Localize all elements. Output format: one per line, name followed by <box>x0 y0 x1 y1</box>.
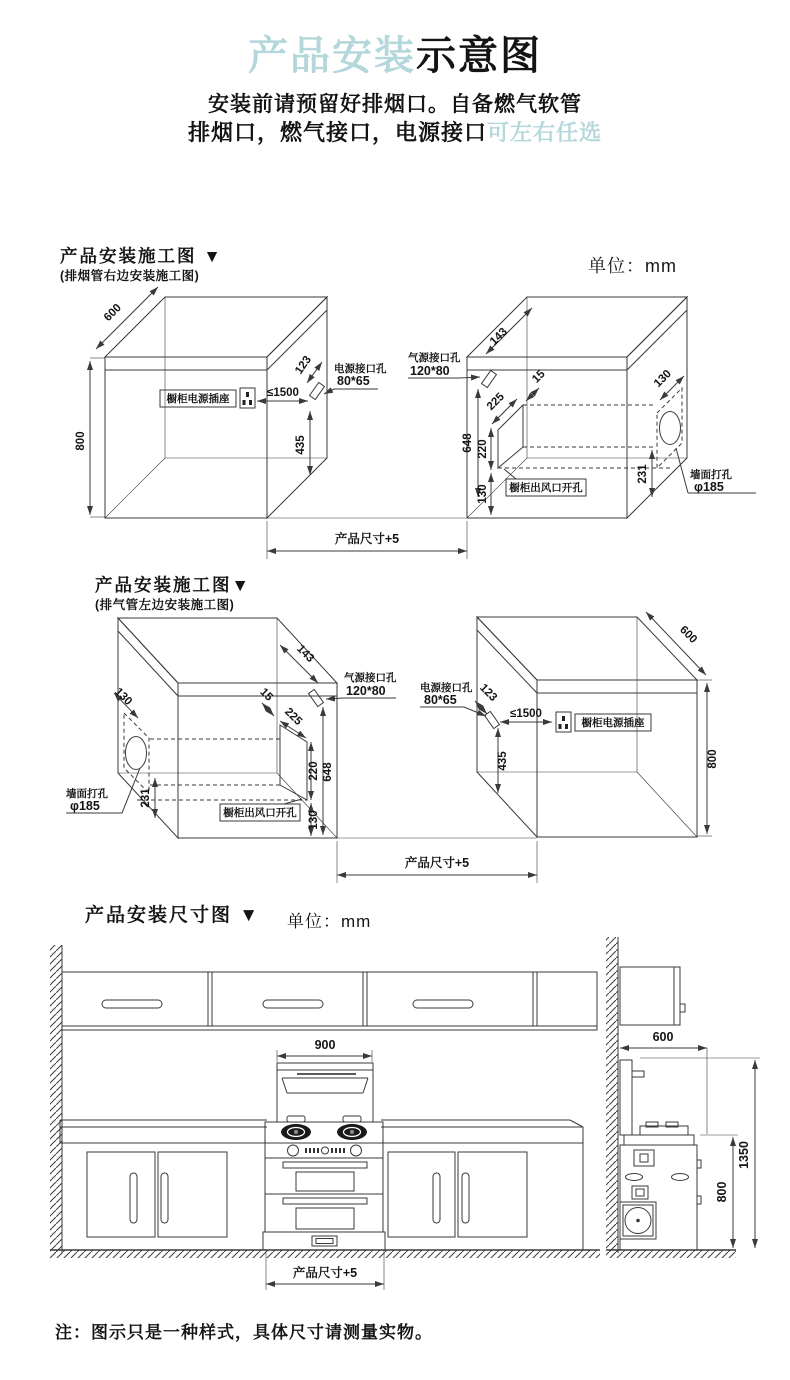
hob-deck <box>265 1116 383 1143</box>
svg-text:648: 648 <box>322 762 334 782</box>
svg-text:231: 231 <box>140 788 152 808</box>
knob <box>288 1145 299 1156</box>
ground-hatch-side <box>606 1250 736 1258</box>
dim-height-800 <box>697 680 719 836</box>
subtitle-line2-blue: 可左右任选 <box>487 120 603 145</box>
upper-cabinets <box>62 972 597 1030</box>
dim-800-text: 800 <box>75 431 87 451</box>
svg-text:φ185: φ185 <box>70 799 100 813</box>
dim-depth-600 <box>646 612 706 675</box>
svg-text:130: 130 <box>112 685 135 708</box>
base-door <box>388 1152 455 1237</box>
dim-900 <box>277 1038 372 1062</box>
vent-opening-label <box>504 469 586 496</box>
page-title <box>0 24 790 81</box>
svg-text:电源接口孔: 电源接口孔 <box>420 682 473 694</box>
control-panel <box>265 1143 383 1158</box>
ground-hatch <box>50 1250 600 1258</box>
door-handle <box>161 1173 168 1223</box>
switch-box <box>632 1186 648 1199</box>
dim-220 <box>477 428 491 470</box>
svg-text:120*80: 120*80 <box>346 684 386 698</box>
dim-231 <box>140 778 155 818</box>
svg-text:120*80: 120*80 <box>410 364 450 378</box>
gas-valve-box <box>634 1150 654 1166</box>
dim-648 <box>322 707 334 835</box>
range-hood <box>277 1063 373 1122</box>
svg-text:≤1500: ≤1500 <box>510 708 542 720</box>
dim-600 <box>620 1030 707 1134</box>
dim-800 <box>700 1135 738 1248</box>
svg-text:220: 220 <box>477 439 489 459</box>
power-hole-label <box>420 681 486 716</box>
dim-231 <box>637 450 652 497</box>
footer-note: 注：图示只是一种样式，具体尺寸请测量实物。 <box>55 1323 433 1342</box>
burner-right <box>337 1124 367 1140</box>
diagram-exhaust-left <box>0 595 790 895</box>
svg-text:15: 15 <box>257 686 275 704</box>
svg-text:产品尺寸+5: 产品尺寸+5 <box>334 532 400 546</box>
knob <box>351 1145 362 1156</box>
dim-648 <box>462 389 478 497</box>
vent-opening-label <box>220 799 302 821</box>
dim-le1500 <box>500 708 552 722</box>
svg-text:648: 648 <box>462 433 474 453</box>
svg-text:80*65: 80*65 <box>424 693 457 707</box>
wall-hole-label <box>66 768 140 813</box>
svg-text:435: 435 <box>497 751 509 771</box>
power-hole-label <box>324 362 387 394</box>
svg-text:220: 220 <box>308 761 320 781</box>
dim-143 <box>280 643 318 683</box>
base-door <box>87 1152 155 1237</box>
wall-hatch-left <box>50 945 62 1253</box>
dim-130-top <box>652 368 684 400</box>
section2-subtitle: (排气管左边安装施工图) <box>95 598 235 613</box>
svg-text:800: 800 <box>707 749 719 769</box>
door-handle <box>130 1173 137 1223</box>
cabinet-socket-label <box>160 390 236 407</box>
dim-1350 <box>640 1058 760 1248</box>
dim-height-800 <box>75 358 105 517</box>
svg-text:橱柜出风口开孔: 橱柜出风口开孔 <box>223 807 297 819</box>
upper-cabinet-side <box>620 967 685 1025</box>
base-door <box>458 1152 527 1237</box>
dim-130-bottom <box>308 803 320 836</box>
page-title-highlight: 产品安装 <box>248 34 416 78</box>
cabinet-socket-label <box>575 714 651 731</box>
cabinet-handle <box>102 1000 162 1008</box>
svg-text:130: 130 <box>308 810 320 830</box>
diagram-exhaust-right <box>0 275 790 573</box>
power-socket-icon <box>556 712 571 732</box>
power-socket-icon <box>240 388 255 408</box>
dim-130-bottom <box>477 473 491 515</box>
dim-15 <box>257 686 275 716</box>
power-inlet-hole <box>310 382 325 399</box>
gas-inlet-hole <box>482 370 497 387</box>
stove-side-profile <box>620 1060 701 1250</box>
svg-text:143: 143 <box>294 642 317 665</box>
svg-text:橱柜电源插座: 橱柜电源插座 <box>581 717 645 729</box>
svg-text:600: 600 <box>677 623 700 646</box>
subtitle-line2 <box>0 116 790 147</box>
dim-15 <box>526 368 548 401</box>
dim-600-text: 600 <box>101 301 124 324</box>
svg-text:气源接口孔: 气源接口孔 <box>408 352 461 364</box>
dim-le1500 <box>257 387 308 401</box>
plinth <box>263 1232 385 1250</box>
svg-text:φ185: φ185 <box>694 480 724 494</box>
base-cabinets <box>62 1143 583 1250</box>
cabinet-handle <box>263 1000 323 1008</box>
svg-text:435: 435 <box>295 435 307 455</box>
svg-text:123: 123 <box>293 353 314 377</box>
oven-doors <box>265 1158 383 1232</box>
svg-text:气源接口孔: 气源接口孔 <box>344 672 397 684</box>
svg-text:231: 231 <box>637 464 649 484</box>
side-view <box>606 937 760 1258</box>
dim-225 <box>485 390 517 424</box>
svg-text:橱柜出风口开孔: 橱柜出风口开孔 <box>509 482 583 494</box>
svg-text:600: 600 <box>652 1030 674 1044</box>
svg-text:墙面打孔: 墙面打孔 <box>66 788 108 800</box>
svg-text:900: 900 <box>314 1038 336 1052</box>
svg-text:墙面打孔: 墙面打孔 <box>690 469 732 481</box>
wall-hole-label <box>676 448 756 494</box>
svg-text:80*65: 80*65 <box>337 374 370 388</box>
page-title-rest: 示意图 <box>416 34 542 78</box>
vent-opening <box>498 405 670 468</box>
section3-title: 产品安装尺寸图 ▼ <box>85 905 261 926</box>
svg-text:产品尺寸+5: 产品尺寸+5 <box>404 856 470 870</box>
subtitle-line1: 安装前请预留好排烟口。自备燃气软管 <box>208 93 582 116</box>
section1-title: 产品安装施工图 ▼ <box>60 246 223 266</box>
dim-435 <box>497 728 509 793</box>
door-handle <box>433 1173 440 1223</box>
svg-text:电源接口孔: 电源接口孔 <box>334 363 387 375</box>
svg-text:产品尺寸+5: 产品尺寸+5 <box>292 1266 358 1280</box>
svg-text:800: 800 <box>715 1181 729 1203</box>
gas-inlet-hole <box>309 689 324 706</box>
wall-hole <box>124 713 149 793</box>
dim-depth-600 <box>96 287 158 349</box>
dim-130-top <box>112 686 138 718</box>
unit-label-1: 单位：mm <box>588 256 677 276</box>
svg-text:15: 15 <box>530 368 548 386</box>
svg-text:1350: 1350 <box>737 1141 751 1169</box>
section2-title: 产品安装施工图▼ <box>95 575 251 595</box>
svg-text:123: 123 <box>477 681 500 704</box>
knob <box>322 1147 329 1154</box>
diagram-dimensions <box>0 930 790 1305</box>
handle-oval <box>672 1174 689 1181</box>
svg-text:143: 143 <box>487 325 510 348</box>
svg-text:130: 130 <box>651 367 674 390</box>
cabinet-handle <box>413 1000 473 1008</box>
svg-text:130: 130 <box>477 484 489 504</box>
countertop <box>60 1120 583 1143</box>
dim-123 <box>475 682 499 714</box>
dim-123 <box>293 354 322 383</box>
wall-hatch-side <box>606 937 618 1253</box>
front-elevation <box>50 945 600 1290</box>
svg-text:225: 225 <box>484 390 507 413</box>
subtitle-line2-black: 排烟口，燃气接口，电源接口 <box>187 120 487 145</box>
vent-opening <box>137 725 307 800</box>
unit-label-3: 单位：mm <box>287 912 372 931</box>
dim-product-width <box>337 841 537 883</box>
svg-text:≤1500: ≤1500 <box>267 387 299 399</box>
handle-oval <box>626 1174 643 1181</box>
dim-220 <box>308 742 320 800</box>
burner-left <box>281 1124 311 1140</box>
svg-text:225: 225 <box>282 705 305 728</box>
door-handle <box>462 1173 469 1223</box>
section1-subtitle: (排烟管右边安装施工图) <box>60 269 200 284</box>
dim-435 <box>295 411 310 475</box>
svg-text:橱柜电源插座: 橱柜电源插座 <box>166 393 230 405</box>
dim-product-width <box>267 521 467 559</box>
